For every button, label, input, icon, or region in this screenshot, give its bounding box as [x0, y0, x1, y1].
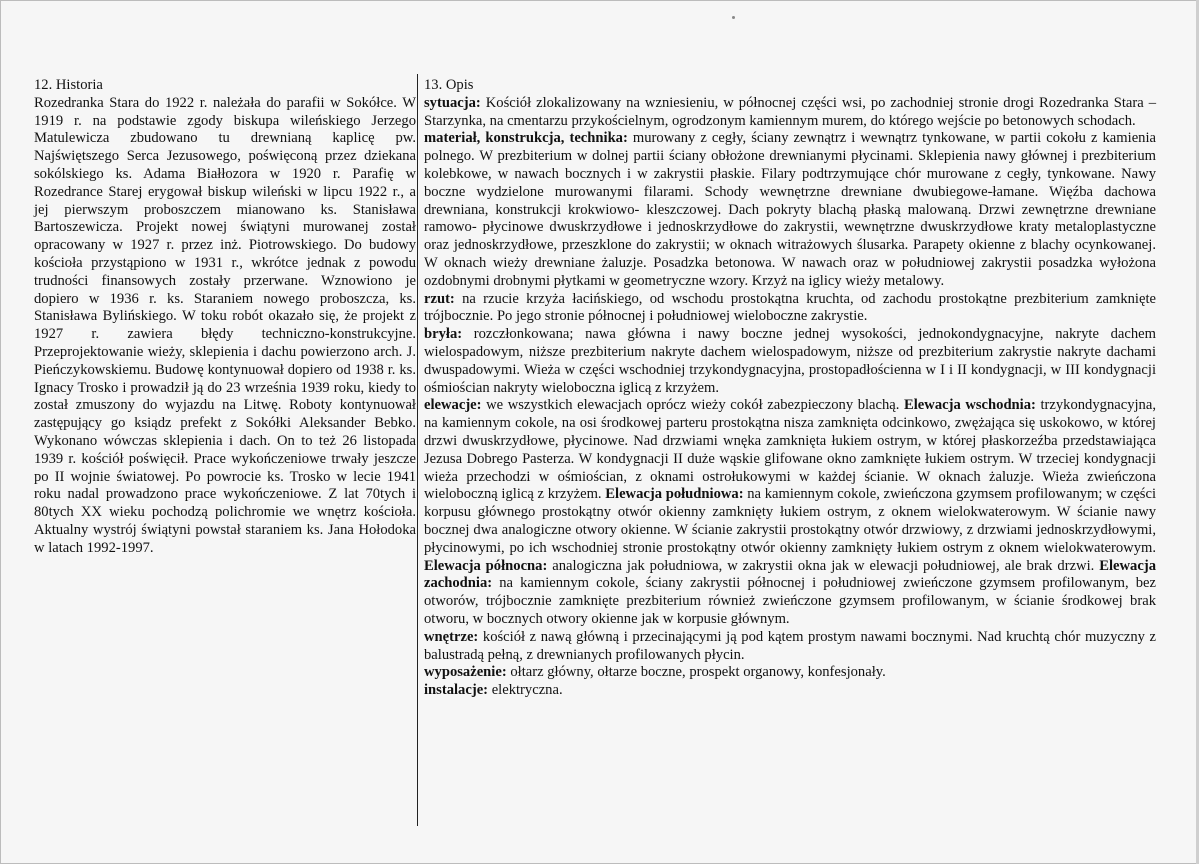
section-text: rozczłonkowana; nawa główna i nawy boczne jednej wysokości, jednokondygnacyjne, nakryte dachem wielospadowym, niższe prezbiterium nakryte dachem wielospadowym, niższe od prezbiterium zakrystie nakryte dachami dwuspadowymi. Wieża w części wschodniej trzykondygnacyjna, prostopadłościenna w I i II kondygnacji, w III kondygnacji ośmiościan nakryty wieloboczna iglicą z krzyżem. — [424, 326, 1156, 396]
section-rzut — [424, 291, 1156, 327]
section-label: elewacje: — [424, 397, 482, 414]
column-divider — [417, 74, 418, 826]
section-label: bryła: — [424, 326, 463, 343]
section-bryla — [424, 326, 1156, 397]
section-sytuacja — [424, 95, 1156, 131]
section-text: ołtarz główny, ołtarze boczne, prospekt organowy, konfesjonały. — [506, 664, 886, 681]
elevation-east-label: Elewacja wschodnia: — [904, 397, 1036, 414]
section-label: instalacje: — [424, 682, 489, 699]
elevation-west-label: Elewacja zachodnia: — [424, 557, 1156, 592]
section-wyposazenie — [424, 664, 1156, 682]
section-text: murowany z cegły, ściany zewnątrz i wewnątrz tynkowane, w partii cokołu z kamienia polnego. W prezbiterium w dolnej partii ściany obłożone drewnianymi płycinami. Sklepienia nawy głównej i prezbiterium kolebkowe, w nawach bocznych i w zakrystii płaskie. Filary podtrzymujące chór murowane z cegły, tynkowane. Nawy boczne wydzielone murowanymi filarami. Schody wewnętrzne drewniane dwubiegowe-łamane. Więźba dachowa drewniana, konstrukcji krokwiowo- kleszczowej. Dach pokryty blachą płaską malowaną. Drzwi zewnętrzne drewniane ramowo- płycinowe dwuskrzydłowe i jednoskrzydłowe do zakrystii, wewnętrzne dwuskrzydłowe kraty metaloplastyczne oraz jednoskrzydłowe, przeszklone do zakrystii; w oknach witrażowych ślusarka. Parapety okienne z blachy ocynkowanej. W oknach wieży drewniane żaluzje. Posadzka betonowa. W nawach oraz w południowej zakrystii posadzka wyłożona ozdobnymi drobnymi płytkami w geometryczne wzory. Krzyż na iglicy wieży metalowy. — [424, 130, 1156, 289]
history-text: Rozedranka Stara do 1922 r. należała do parafii w Sokółce. W 1919 r. na podstawie zgody biskupa wileńskiego Jerzego Matulewicza zbudowano tu drewnianą kaplicę pw. Najświętszego Serca Jezusowego, poświęconą przez dziekana sokólskiego ks. Adama Białłozora w 1920 r. Parafię w Rozedrance Starej erygował biskup wileński w lipcu 1922 r., a jej pierwszym proboszczem mianowano ks. Stanisława Bartoszewicza. Projekt nowej świątyni murowanej został opracowany w 1927 r. przez inż. Piotrowskiego. Do budowy kościoła przystąpiono w 1931 r., wkrótce jednak z powodu trudności finansowych zostały przerwane. Wznowiono je dopiero w 1936 r. ks. Staraniem nowego proboszcza, ks. Stanisława Bylińskiego. W toku robót okazało się, że projekt z 1927 r. zawiera błędy techniczno-konstrukcyjne. Przeprojektowanie wieży, sklepienia i dachu powierzono arch. J. Pieńczykowskiemu. Budowę kontynuował dopiero od 1938 r. ks. Ignacy Trosko i prowadził ją do 23 września 1939 roku, kiedy to został zmuszony do wyjazdu na Litwę. Roboty kontynuował zastępujący go ksiądz prefekt z Sokółki Aleksander Bebko. Wykonano wówczas sklepienia i dach. On to też 26 listopada 1939 r. kościół poświęcił. Prace wykończeniowe trwały jeszcze po II wojnie światowej. Po powrocie ks. Trosko w lecie 1941 roku nadal prowadzono prace wykończeniowe. Z lat 70tych i 80tych XX wieku pochodzą polichromie we wnętrz kościoła. Aktualny wystrój świątyni powstał staraniem ks. Jana Hołodoka w latach 1992-1997. — [34, 94, 416, 556]
section-text: Kościół zlokalizowany na wzniesieniu, w północnej części wsi, po zachodniej stronie drogi Rozedranka Stara – Starzynka, na cmentarzu przykościelnym, ogrodzonym kamiennym murem, do którego wejście po betonowych schodach. — [424, 94, 1156, 129]
section-text: kościół z nawą główną i przecinającymi ją pod kątem prostym nawami bocznymi. Nad kruchtą chór muzyczny z balustradą pełną, z drewnianych profilowanych płycin. — [424, 628, 1156, 663]
section-label: wyposażenie: — [424, 664, 507, 681]
section-elewacje — [424, 397, 1156, 628]
section-text: we wszystkich elewacjach oprócz wieży cokół zabezpieczony blachą. — [481, 397, 905, 414]
section-text: elektryczna. — [488, 682, 563, 699]
history-heading: 12. Historia — [34, 77, 103, 93]
section-wnetrze — [424, 629, 1156, 665]
elevation-east-text: trzykondygnacyjna, na kamiennym cokole, na osi środkowej parteru prostokątna nisza zamknięta odcinkowo, zwężająca się uskokowo, w której drzwi dwuskrzydłowe, płycinowe. Nad drzwiami wnęka zamknięta łukiem ostrym, w której płaskorzeźba przedstawiająca Jezusa Dobrego Pasterza. W kondygnacji II duże wąskie glifowane okno zamknięte łukiem ostrym. W trzeciej kondygnacji wieża przechodzi w ośmiościan, z oknami ostrołukowymi w każdej ścianie. W oknach żaluzje. Wieża zwieńczona wieloboczną iglicą z krzyżem. — [424, 397, 1156, 503]
elevation-south-label: Elewacja południowa: — [605, 486, 744, 503]
elevation-west-text: na kamiennym cokole, ściany zakrystii północnej i południowej zwieńczone gzymsem profilowanym, bez otworów, trójbocznie zamknięte prezbiterium również zwieńczone gzymsem profilowanym, w ścianie środkowej brak otworu, w bocznych otwory okienne jak w korpusie głównym. — [424, 575, 1156, 627]
section-material — [424, 130, 1156, 290]
section-label: sytuacja: — [424, 94, 481, 111]
section-label: materiał, konstrukcja, technika: — [424, 130, 628, 147]
section-label: wnętrze: — [424, 628, 479, 645]
description-heading: 13. Opis — [424, 77, 474, 93]
elevation-north-label: Elewacja północna: — [424, 557, 548, 574]
elevation-south-text: na kamiennym cokole, zwieńczona gzymsem profilowanym; w części korpusu głównego prostokątny otwór okienny zamknięty łukiem ostrym, z oknem wielokwaterowym. W ścianie nawy bocznej dwa analogiczne otwory okienne. W ścianie zakrystii prostokątny otwór drzwiowy, z drzwiami jednoskrzydłowymi, płycinowymi, po ich wschodniej stronie prostokątny otwór okienny zamknięty łukiem ostrym z oknem wielokwaterowym. — [424, 486, 1157, 556]
scan-speck — [732, 16, 735, 19]
elevation-north-text: analogiczna jak południowa, w zakrystii okna jak w elewacji południowej, ale brak drzwi. — [547, 557, 1100, 574]
section-text: na rzucie krzyża łacińskiego, od wschodu prostokątna kruchta, od zachodu prostokątne prezbiterium zamknięte trójbocznie. Po jego stronie północnej i południowej wieloboczne zakrystie. — [424, 290, 1156, 325]
history-column — [34, 77, 416, 558]
section-label: rzut: — [424, 290, 455, 307]
description-column — [424, 77, 1156, 700]
section-instalacje — [424, 682, 1156, 700]
